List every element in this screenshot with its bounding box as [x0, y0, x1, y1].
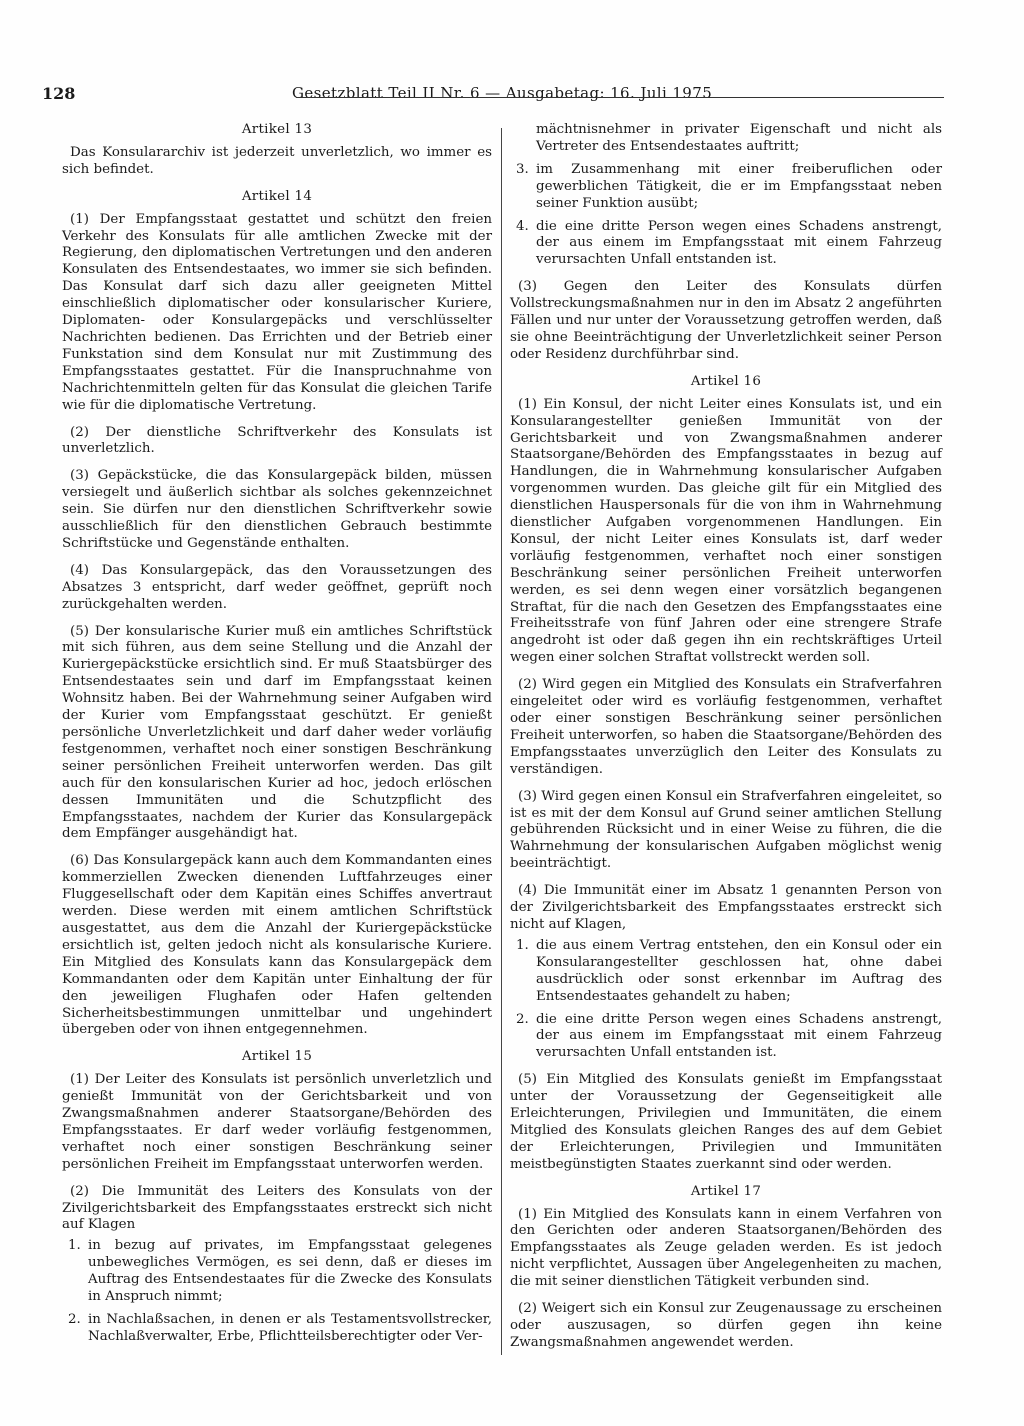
article-16-paragraph-4: (4) Die Immunität einer im Absatz 1 genannten Person von der Zivilgerichtsbarkeit des Empfangsstaates erstreckt sich nicht auf Klagen,: [510, 883, 942, 932]
article-14-paragraph-1: (1) Der Empfangsstaat gestattet und schützt den freien Verkehr des Konsulats für alle amtlichen Zwecke mit der Regierung, den diplomatischen Vertretungen und den anderen Konsulaten des Entsendestaates, wo immer sie sich befinden. Das Konsulat darf sich dazu aller geeigneten Mittel einschließlich diplomatischer oder konsularischer Kuriere, Diplomaten- oder Konsulargepäcks und verschlüsselter Nachrichten bedienen. Das Errichten und der Betrieb einer Funkstation sind dem Konsulat nur mit Zustimmung des Empfangsstaates gestattet. Für die Inanspruchnahme von Nachrichtenmitteln gelten für das Konsulat die gleichen Tarife wie für die diplomatische Vertretung.: [62, 211, 492, 413]
article-17-paragraph-1: (1) Ein Mitglied des Konsulats kann in einem Verfahren von den Gerichten oder anderen Staatsorganen/Behörden des Empfangsstaates als Zeuge geladen werden. Es ist jedoch nicht verpflichtet, Aussagen über Angelegenheiten zu machen, die mit seiner dienstlichen Tätigkeit verbunden sind.: [510, 1206, 942, 1290]
list-item: [510, 162, 942, 213]
article-13-title: Artikel 13: [241, 122, 313, 137]
article-14-paragraph-4: (4) Das Konsulargepäck, das den Voraussetzungen des Absatzes 3 entspricht, darf weder geöffnet, geprüft noch zurückgehalten werden.: [62, 562, 492, 612]
article-14-paragraph-3: (3) Gepäckstücke, die das Konsulargepäck bilden, müssen versiegelt und äußerlich sichtbar als solches gekennzeichnet sein. Sie dürfen nur den dienstlichen Schriftverkehr sowie ausschließlich für den dienstlichen Gebrauch bestimmte Schriftstücke und Gegenstände enthalten.: [62, 468, 492, 551]
list-item-number: 2.: [516, 1011, 529, 1027]
list-item-text: die eine dritte Person wegen eines Schadens anstrengt, der aus einem im Empfangsstaat mit einem Fahrzeug verursachten Unfall entstanden ist.: [536, 1011, 942, 1061]
gazette-header-title: Gesetzblatt Teil II Nr. 6 — Ausgabetag: 16. Juli 1975: [292, 84, 713, 102]
article-14-paragraph-6: (6) Das Konsulargepäck kann auch dem Kommandanten eines kommerziellen Zwecken dienenden Luftfahrzeuges einer Fluggesellschaft oder dem Kapitän eines Schiffes anvertraut werden. Diese werden mit einem amtlichen Schriftstück ausgestattet, aus dem die Anzahl der Kuriergepäckstücke ersichtlich ist, gelten jedoch nicht als konsularische Kuriere. Ein Mitglied des Konsulats kann das Konsulargepäck dem Kommandanten oder dem Kapitän unter Einhaltung der für den jeweiligen Flughafen oder Hafen geltenden Sicherheitsbestimmungen unmittelbar und ungehindert übergeben oder von ihnen entgegennehmen.: [62, 853, 492, 1038]
article-14-title: Artikel 14: [241, 188, 313, 204]
article-15-paragraph-2: (2) Die Immunität des Leiters des Konsulats von der Zivilgerichtsbarkeit des Empfangsstaates erstreckt sich nicht auf Klagen: [62, 1183, 492, 1233]
article-16-title: Artikel 16: [690, 373, 762, 389]
list-item-number: 4.: [516, 218, 529, 234]
list-item-continuation: [510, 122, 942, 156]
article-15-title: Artikel 15: [241, 1049, 313, 1065]
article-14-paragraph-2: (2) Der dienstliche Schriftverkehr des Konsulats ist unverletzlich.: [62, 424, 492, 457]
list-item: [510, 219, 942, 270]
article-16-paragraph-2: (2) Wird gegen ein Mitglied des Konsulats ein Strafverfahren eingeleitet oder wird es vorläufig festgenommen, verhaftet oder einer sonstigen Beschränkung seiner persönlichen Freiheit unterworfen, so haben die Staatsorgane/Behörden des Empfangsstaates unverzüglich den Leiter des Konsulats zu verständigen.: [510, 677, 942, 777]
list-item-text: in bezug auf privates, im Empfangsstaat gelegenes unbewegliches Vermögen, es sei denn, daß er dieses im Auftrag des Entsendestaates für die Zwecke des Konsulats in Anspruch nimmt;: [88, 1238, 492, 1305]
list-item: [62, 1238, 492, 1306]
article-17-paragraph-2: (2) Weigert sich ein Konsul zur Zeugenaussage zu erscheinen oder auszusagen, so dürfen gegen ihn keine Zwangsmaßnahmen angewendet werden.: [510, 1301, 942, 1350]
list-item: [510, 1012, 942, 1063]
right-column: [510, 122, 942, 1362]
article-15-paragraph-3: (3) Gegen den Leiter des Konsulats dürfen Vollstreckungsmaßnahmen nur in den im Absatz 2 angeführten Fällen und nur unter der Voraussetzung getroffen werden, daß sie ohne Beeinträchtigung der Unverletzlichkeit seiner Person oder Residenz durchführbar sind.: [510, 279, 942, 362]
list-item: [510, 938, 942, 1006]
article-15-paragraph-1: (1) Der Leiter des Konsulats ist persönlich unverletzlich und genießt Immunität von der Gerichtsbarkeit und von Zwangsmaßnahmen anderer Staatsorgane/Behörden des Empfangsstaates. Er darf weder vorläufig festgenommen, verhaftet noch einer sonstigen Beschränkung seiner persönlichen Freiheit im Empfangsstaat unterworfen werden.: [62, 1072, 492, 1172]
list-item-text: die aus einem Vertrag entstehen, den ein Konsul oder ein Konsularangestellter geschlossen hat, ohne dabei ausdrücklich oder sonst erkennbar im Auftrag des Entsendestaates gehandelt zu haben;: [536, 937, 942, 1004]
page-header: [42, 84, 980, 102]
article-13-text: Das Konsulararchiv ist jederzeit unverletzlich, wo immer es sich befindet.: [62, 144, 492, 177]
article-16-paragraph-1: (1) Ein Konsul, der nicht Leiter eines Konsulats ist, und ein Konsularangestellter genießen Immunität von der Gerichtsbarkeit und von Zwangsmaßnahmen anderer Staatsorgane/Behörden des Empfangsstaates in bezug auf Handlungen, die in Wahrnehmung konsularischer Aufgaben vorgenommen wurden. Das gleiche gilt für ein Mitglied des dienstlichen Hauspersonals für die von ihm in Wahrnehmung dienstlicher Aufgaben vorgenommenen Handlungen. Ein Konsul, der nicht Leiter eines Konsulats ist, darf weder vorläufig festgenommen, verhaftet noch einer sonstigen Beschränkung seiner persönlichen Freiheit unterworfen werden, es sei denn wegen einer vorsätzlich begangenen Straftat, für die nach den Gesetzen des Empfangsstaates eine Freiheitsstrafe von fünf Jahren oder eine strengere Strafe angedroht ist oder daß gegen ihn ein rechtskräftiges Urteil wegen einer solchen Straftat vollstreckt werden soll.: [510, 396, 942, 666]
list-item-number: 1.: [516, 937, 529, 953]
article-14-paragraph-5: (5) Der konsularische Kurier muß ein amtliches Schriftstück mit sich führen, aus dem seine Stellung und die Anzahl der Kuriergepäckstücke ersichtlich sind. Er muß Staatsbürger des Entsendestaates sein und darf im Empfangsstaat keinen Wohnsitz haben. Bei der Wahrnehmung seiner Aufgaben wird der Kurier vom Empfangsstaat geschützt. Er genießt persönliche Unverletzlichkeit und darf daher weder vorläufig festgenommen, verhaftet noch einer sonstigen Beschränkung seiner persönlichen Freiheit unterworfen werden. Das gilt auch für den konsularischen Kurier ad hoc, jedoch erlöschen dessen Immunitäten und die Schutzpflicht des Empfangsstaates, nachdem der Kurier das Konsulargepäck dem Empfänger ausgehändigt hat.: [62, 623, 492, 842]
list-item-number: 1.: [68, 1238, 81, 1254]
list-item-number: 3.: [516, 161, 529, 177]
header-rule: [296, 97, 944, 98]
column-divider: [501, 128, 502, 1355]
left-column: [62, 122, 492, 1352]
article-16-paragraph-5: (5) Ein Mitglied des Konsulats genießt im Empfangsstaat unter der Voraussetzung der Gegenseitigkeit alle Erleichterungen, Privilegien und Immunitäten, die einem Mitglied des Konsulats gleichen Ranges des auf dem Gebiet der Erleichterungen, Privilegien und Immunitäten meistbegünstigten Staates zuerkannt sind oder werden.: [510, 1072, 942, 1172]
list-item-text: im Zusammenhang mit einer freiberuflichen oder gewerblichen Tätigkeit, die er im Empfangsstaat neben seiner Funktion ausübt;: [536, 161, 942, 211]
article-17-title: Artikel 17: [690, 1183, 762, 1199]
list-item-number: 2.: [68, 1312, 81, 1327]
list-item-text: mächtnisnehmer in privater Eigenschaft und nicht als Vertreter des Entsendestaates auftritt;: [536, 122, 942, 154]
list-item-text: die eine dritte Person wegen eines Schadens anstrengt, der aus einem im Empfangsstaat mit einem Fahrzeug verursachten Unfall entstanden ist.: [536, 218, 942, 268]
list-item: [62, 1312, 492, 1346]
article-16-paragraph-3: (3) Wird gegen einen Konsul ein Strafverfahren eingeleitet, so ist es mit der dem Konsul auf Grund seiner amtlichen Stellung gebührenden Rücksicht und in einer Weise zu führen, die die Wahrnehmung der konsularischen Aufgaben möglichst wenig beeinträchtigt.: [510, 788, 942, 872]
list-item-text: in Nachlaßsachen, in denen er als Testamentsvollstrecker, Nachlaßverwalter, Erbe, Pflichtteilsberechtigter oder Ver-: [88, 1312, 492, 1344]
page-number: 128: [42, 84, 76, 103]
